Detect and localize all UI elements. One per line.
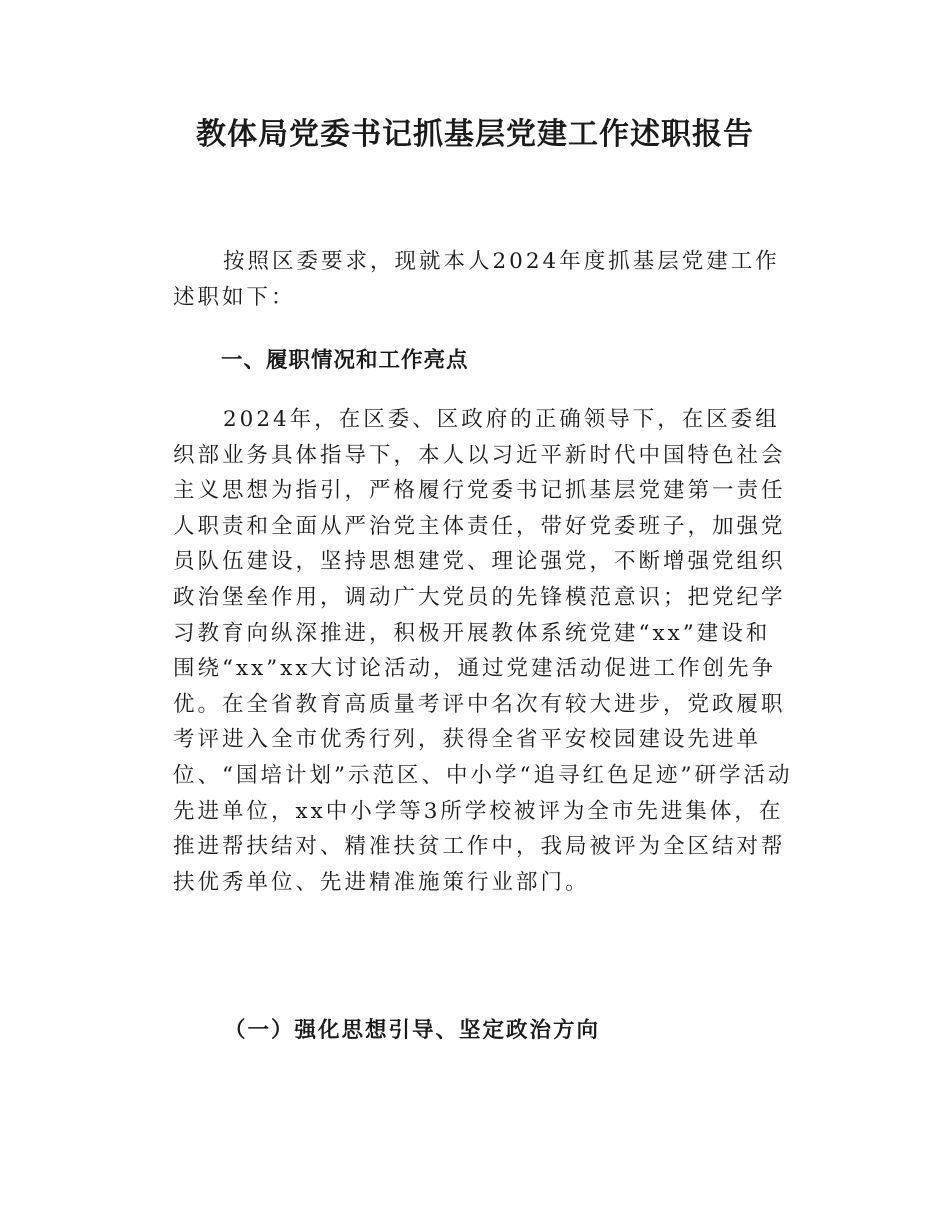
section-1-paragraph: 2024年，在区委、区政府的正确领导下，在区委组织部业务具体指导下，本人以习近平新时代中国特色社会主义思想为指引，严格履行党委书记抓基层党建第一责任人职责和全面从严治党主体责任，带好党委班子，加强党员队伍建设，坚持思想建党、理论强党，不断增强党组织政治堡垒作用，调动广大党员的先锋模范意识；把党纪学习教育向纵深推进，积极开展教体系统党建“xx”建设和围绕“xx”xx大讨论活动，通过党建活动促进工作创先争优。在全省教育高质量考评中名次有较大进步，党政履职考评进入全市优秀行列，获得全省平安校园建设先进单位、“国培计划”示范区、中小学“追寻红色足迹”研学活动先进单位，xx中小学等3所学校被评为全市先进集体，在推进帮扶结对、精准扶贫工作中，我局被评为全区结对帮扶优秀单位、先进精准施策行业部门。 xyxy=(173,407,793,895)
intro-paragraph: 按照区委要求，现就本人2024年度抓基层党建工作述职如下： xyxy=(173,249,780,310)
section-heading-1: 一、履职情况和工作亮点 xyxy=(221,348,469,373)
document-title: 教体局党委书记抓基层党建工作述职报告 xyxy=(196,117,754,152)
subsection-heading-1: （一）强化思想引导、坚定政治方向 xyxy=(224,1018,601,1043)
